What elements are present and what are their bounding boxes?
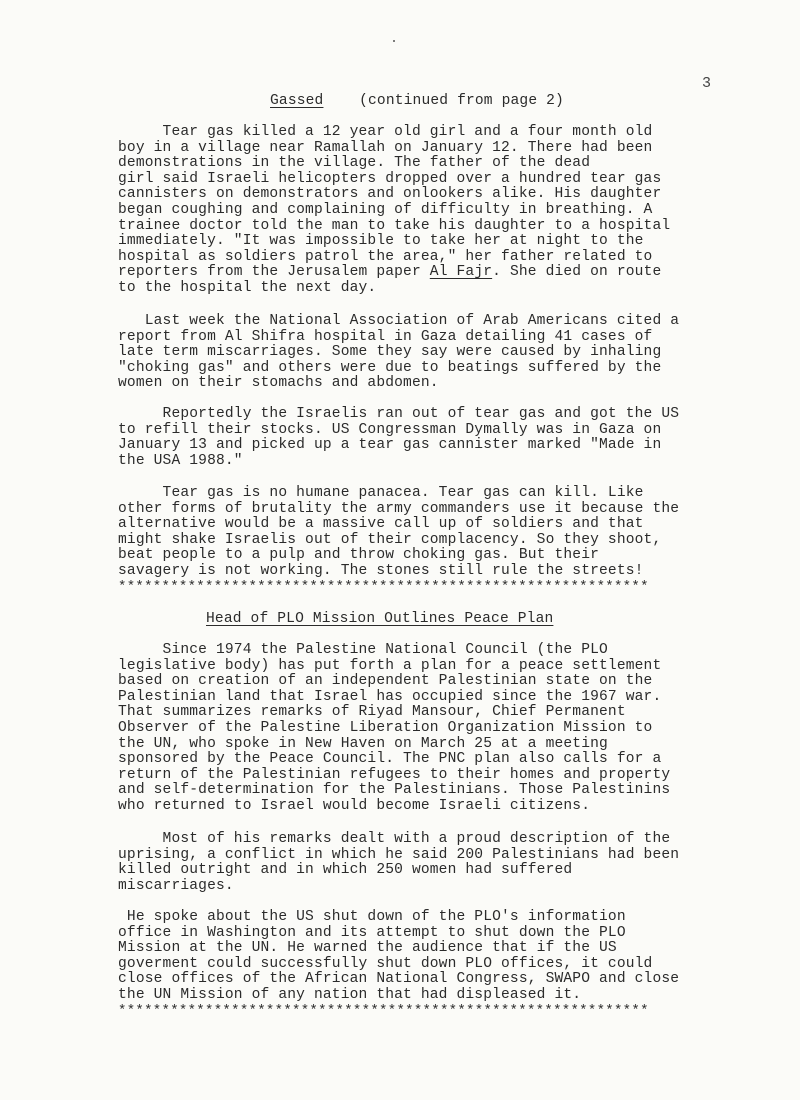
- text-line: the UN Mission of any nation that had displeased it.: [118, 986, 582, 1003]
- text-line: miscarriages.: [118, 877, 234, 894]
- text-line: Tear gas is no humane panacea. Tear gas can kill. Like: [118, 485, 644, 501]
- gassed-paragraph-4: [118, 486, 728, 580]
- text-line: began coughing and complaining of difficulty in breathing. A: [118, 201, 653, 218]
- text-line: alternative would be a massive call up of soldiers and that: [118, 516, 644, 533]
- text-line: killed outright and in which 250 women had suffered: [118, 862, 573, 879]
- text-line: other forms of brutality the army commanders use it because the: [118, 500, 680, 517]
- gassed-heading: [270, 94, 564, 110]
- text-line: "choking gas" and others were due to beatings suffered by the: [118, 359, 662, 376]
- gassed-continued-note: (continued from page 2): [359, 93, 564, 109]
- newspaper-title: Al Fajr: [429, 264, 493, 281]
- text-line: hospital as soldiers patrol the area," her father related to: [118, 248, 653, 265]
- text-line: and self-determination for the Palestinians. Those Palestinins: [118, 782, 671, 799]
- gassed-title: Gassed: [270, 93, 324, 109]
- text-line: close offices of the African National Congress, SWAPO and close: [118, 971, 680, 988]
- text-line: January 13 and picked up a tear gas cannister marked "Made in: [118, 437, 662, 454]
- text-line: That summarizes remarks of Riyad Mansour, Chief Permanent: [118, 704, 626, 721]
- plo-paragraph-3: [118, 910, 728, 1004]
- text-line: uprising, a conflict in which he said 200 Palestinians had been: [118, 846, 680, 863]
- section-divider-bottom: *************************************************************: [118, 1003, 649, 1019]
- text-fragment: . She died on route: [492, 264, 662, 281]
- text-line: who returned to Israel would become Israeli citizens.: [118, 797, 591, 814]
- text-line: Palestinian land that Israel has occupied since the 1967 war.: [118, 688, 662, 705]
- text-line: sponsored by the Peace Council. The PNC plan also calls for a: [118, 751, 662, 768]
- text-line: [118, 265, 728, 281]
- plo-paragraph-2: [118, 832, 728, 894]
- text-line: cannisters on demonstrators and onlookers alike. His daughter: [118, 186, 662, 203]
- text-line: Tear gas killed a 12 year old girl and a four month old: [118, 124, 653, 140]
- text-line: based on creation of an independent Palestinian state on the: [118, 673, 653, 690]
- text-line: demonstrations in the village. The father of the dead: [118, 155, 591, 172]
- text-line: Since 1974 the Palestine National Council (the PLO: [118, 642, 608, 658]
- text-line: trainee doctor told the man to take his daughter to a hospital: [118, 217, 671, 234]
- text-line: the USA 1988.": [118, 452, 243, 469]
- text-fragment: reporters from the Jerusalem paper: [118, 264, 430, 281]
- text-line: to refill their stocks. US Congressman Dymally was in Gaza on: [118, 421, 662, 438]
- paper-speck: [393, 40, 395, 42]
- text-line: legislative body) has put forth a plan for a peace settlement: [118, 657, 662, 674]
- text-line: Mission at the UN. He warned the audience that if the US: [118, 940, 617, 957]
- text-line: He spoke about the US shut down of the PLO's information: [118, 909, 626, 925]
- text-line: Last week the National Association of Arab Americans cited a: [118, 313, 680, 329]
- page-number: 3: [702, 75, 712, 92]
- text-line: Reportedly the Israelis ran out of tear gas and got the US: [118, 406, 680, 422]
- text-line: return of the Palestinian refugees to their homes and property: [118, 766, 671, 783]
- plo-heading: [206, 612, 553, 628]
- text-line: savagery is not working. The stones still rule the streets!: [118, 562, 644, 579]
- text-line: immediately. "It was impossible to take her at night to the: [118, 233, 644, 250]
- text-line: girl said Israeli helicopters dropped over a hundred tear gas: [118, 170, 662, 187]
- text-line: late term miscarriages. Some they say were caused by inhaling: [118, 344, 662, 361]
- text-line: to the hospital the next day.: [118, 279, 377, 296]
- text-line: report from Al Shifra hospital in Gaza detailing 41 cases of: [118, 328, 653, 345]
- text-line: the UN, who spoke in New Haven on March 25 at a meeting: [118, 735, 608, 752]
- gassed-paragraph-2: [118, 314, 728, 392]
- text-line: Observer of the Palestine Liberation Organization Mission to: [118, 719, 653, 736]
- text-line: women on their stomachs and abdomen.: [118, 375, 439, 392]
- gassed-paragraph-3: [118, 407, 728, 469]
- plo-heading-text: Head of PLO Mission Outlines Peace Plan: [206, 611, 554, 627]
- text-line: goverment could successfully shut down PLO offices, it could: [118, 955, 653, 972]
- gassed-paragraph-1: [118, 125, 728, 297]
- text-line: Most of his remarks dealt with a proud description of the: [118, 831, 671, 847]
- section-divider: *************************************************************: [118, 579, 649, 595]
- plo-paragraph-1: [118, 643, 728, 815]
- text-line: office in Washington and its attempt to shut down the PLO: [118, 924, 626, 941]
- text-line: boy in a village near Ramallah on January 12. There had been: [118, 139, 653, 156]
- text-line: beat people to a pulp and throw choking gas. But their: [118, 547, 600, 564]
- text-line: might shake Israelis out of their complacency. So they shoot,: [118, 531, 662, 548]
